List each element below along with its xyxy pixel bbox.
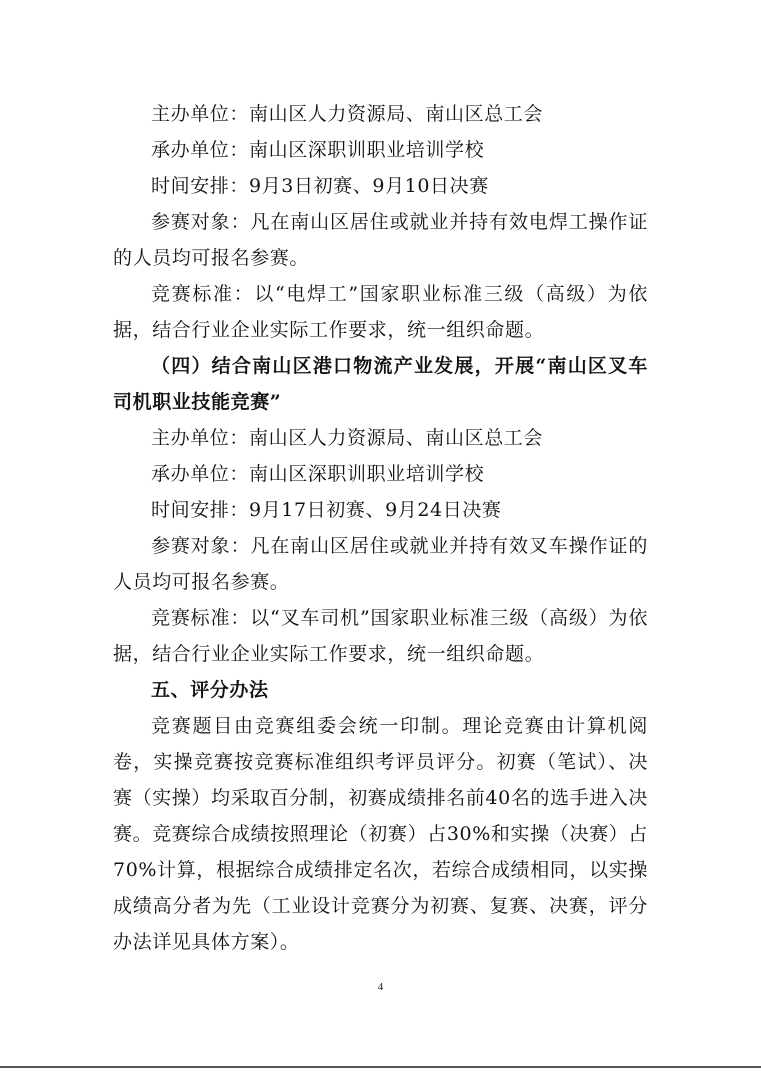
- paragraph-host-2: 承办单位：南山区深职训职业培训学校: [151, 463, 485, 485]
- paragraph-standard-2: 竞赛标准：以“叉车司机”国家职业标准三级（高级）为依据，结合行业企业实际工作要求，统一组织命题。: [113, 607, 648, 665]
- section-heading-scoring: 五、评分办法: [151, 679, 269, 701]
- paragraph-participants-1: 参赛对象：凡在南山区居住或就业并持有效电焊工操作证的人员均可报名参赛。: [113, 211, 648, 269]
- paragraph-standard-1: 竞赛标准：以“电焊工”国家职业标准三级（高级）为依据，结合行业企业实际工作要求，统一组织命题。: [113, 283, 648, 341]
- paragraph-schedule-1: 时间安排：9月3日初赛、9月10日决赛: [151, 175, 489, 197]
- document-body: [113, 96, 648, 960]
- paragraph-scoring-method: 竞赛题目由竞赛组委会统一印制。理论竞赛由计算机阅卷，实操竞赛按竞赛标准组织考评员评分。初赛（笔试）、决赛（实操）均采取百分制，初赛成绩排名前40名的选手进入决赛。竞赛综合成绩按照理论（初赛）占30%和实操（决赛）占70%计算，根据综合成绩排定名次，若综合成绩相同，以实操成绩高分者为先（工业设计竞赛分为初赛、复赛、决赛，评分办法详见具体方案）。: [113, 715, 648, 953]
- paragraph-schedule-2: 时间安排：9月17日初赛、9月24日决赛: [151, 499, 502, 521]
- paragraph-organizer-2: 主办单位：南山区人力资源局、南山区总工会: [151, 427, 544, 449]
- page-bottom-divider: [0, 1066, 761, 1068]
- page-number: 4: [377, 981, 384, 993]
- paragraph-organizer-1: 主办单位：南山区人力资源局、南山区总工会: [151, 103, 544, 125]
- section-heading-forklift: （四）结合南山区港口物流产业发展，开展“南山区叉车司机职业技能竞赛”: [113, 355, 648, 413]
- paragraph-participants-2: 参赛对象：凡在南山区居住或就业并持有效叉车操作证的人员均可报名参赛。: [113, 535, 648, 593]
- paragraph-host-1: 承办单位：南山区深职训职业培训学校: [151, 139, 485, 161]
